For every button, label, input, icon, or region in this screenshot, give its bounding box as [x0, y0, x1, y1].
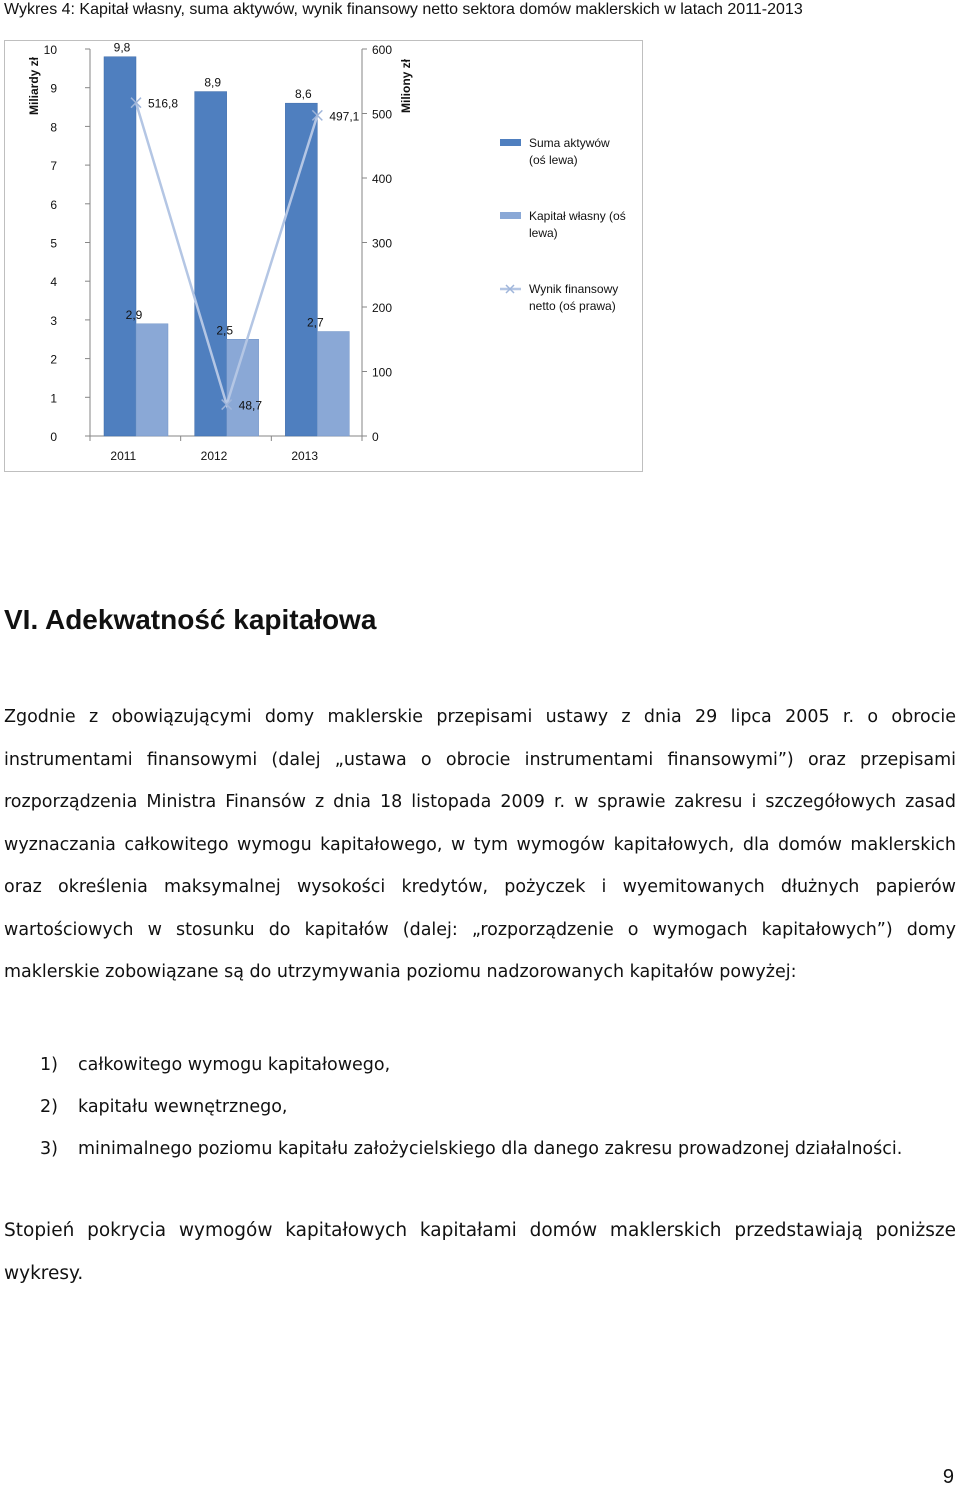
y2-tick-label: 500 — [372, 107, 393, 122]
bar-suma-aktywow — [104, 57, 136, 436]
legend-label: Kapitał własny (oś — [529, 209, 626, 223]
legend-label: (oś lewa) — [529, 153, 578, 167]
section-heading: VI. Adekwatność kapitałowa — [4, 604, 377, 635]
legend-swatch-suma-aktywow — [500, 139, 521, 146]
y-tick-label: 0 — [50, 430, 57, 444]
figure-caption: Wykres 4: Kapitał własny, suma aktywów, wynik finansowy netto sektora domów maklerskich w latach 2011-2013 — [4, 1, 803, 18]
y-tick-label: 5 — [50, 236, 57, 251]
bar-kapital-wlasny — [136, 324, 168, 436]
y-axis-title: Miliardy zł — [27, 56, 41, 116]
bar-kapital-wlasny — [317, 332, 349, 436]
data-label: 48,7 — [238, 398, 263, 413]
y-tick-label: 10 — [43, 43, 57, 57]
y2-tick-label: 100 — [372, 365, 393, 380]
data-label: 516,8 — [148, 96, 179, 111]
legend-label: Suma aktywów — [529, 136, 610, 150]
data-label: 9,8 — [113, 40, 131, 55]
list-item: 1) całkowitego wymogu kapitałowego, — [40, 1055, 391, 1075]
y-tick-label: 6 — [50, 197, 57, 212]
data-label: 2,7 — [306, 315, 324, 330]
legend-swatch-kapital-wlasny — [500, 212, 521, 219]
page-number: 9 — [942, 1466, 954, 1488]
y2-tick-label: 400 — [372, 172, 393, 186]
data-label: 8,6 — [294, 87, 312, 102]
y2-tick-label: 0 — [372, 430, 379, 444]
y-tick-label: 4 — [50, 275, 57, 290]
bar-suma-aktywow — [285, 103, 317, 436]
list-item: 3) minimalnego poziomu kapitału założycielskiego dla danego zakresu prowadzonej działalności. — [40, 1139, 903, 1159]
y-tick-label: 3 — [50, 313, 57, 328]
paragraph-coverage: Stopień pokrycia wymogów kapitałowych kapitałami domów maklerskich przedstawiają poniższe wykresy. — [4, 1220, 956, 1284]
y-tick-label: 7 — [50, 159, 57, 174]
y-tick-label: 9 — [50, 81, 57, 96]
requirements-list — [40, 1044, 902, 1170]
x-tick-label: 2013 — [291, 449, 319, 463]
y2-tick-label: 600 — [372, 43, 393, 57]
y-tick-label: 2 — [50, 352, 57, 367]
legend-label: Wynik finansowy — [529, 282, 619, 296]
x-tick-label: 2012 — [200, 449, 228, 463]
list-item: 2) kapitału wewnętrznego, — [40, 1097, 288, 1117]
legend-label: netto (oś prawa) — [529, 299, 616, 313]
data-label: 8,9 — [204, 75, 222, 90]
paragraph-regulations: Zgodnie z obowiązującymi domy maklerskie przepisami ustawy z dnia 29 lipca 2005 r. o obrocie instrumentami finansowymi (dalej „ustawa o obrocie instrumentami finansowymi”) oraz przepisami rozporządzenia Ministra Finansów z dnia 18 listopada 2009 r. w sprawie zakresu i szczegółowych zasad wyznaczania całkowitego wymogu kapitałowego, w tym wymogów kapitałowych, dla domów maklerskich oraz określenia maksymalnej wysokości kredytów, pożyczek i wyemitowanych dłużnych papierów wartościowych w stosunku do kapitałów (dalej: „rozporządzenie o wymogach kapitałowych”) domy maklerskie zobowiązane są do utrzymywania poziomu nadzorowanych kapitałów powyżej: — [4, 707, 956, 982]
data-label: 497,1 — [329, 109, 360, 124]
legend-label: lewa) — [529, 226, 558, 240]
y2-tick-label: 200 — [372, 301, 393, 315]
x-tick-label: 2011 — [110, 449, 137, 463]
y-tick-label: 8 — [50, 120, 57, 135]
y-tick-label: 1 — [50, 391, 57, 406]
y2-tick-label: 300 — [372, 236, 393, 251]
data-label: 2,5 — [216, 323, 234, 338]
chart — [4, 40, 641, 470]
data-label: 2,9 — [125, 307, 143, 322]
y2-axis-title: Miliony zł — [399, 59, 413, 113]
